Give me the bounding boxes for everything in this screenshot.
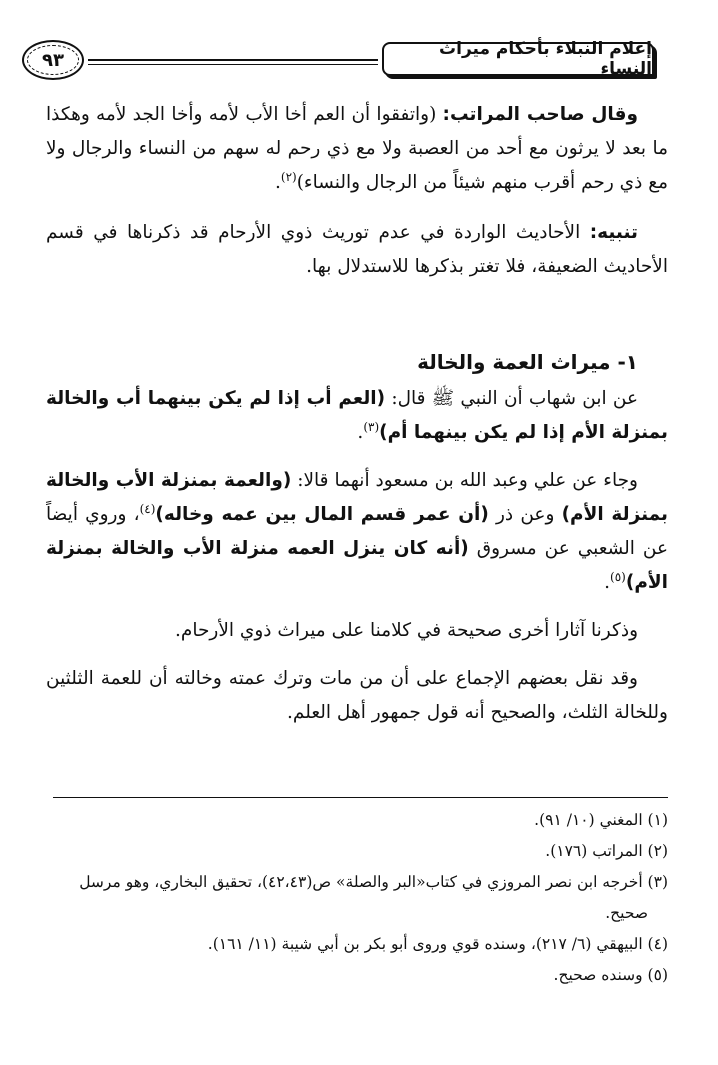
paragraph-4-text-a: وجاء عن علي وعبد الله بن مسعود أنهما قالا:	[291, 470, 638, 491]
footnote-ref-4: (٤)	[139, 501, 156, 516]
book-title: إعلام النبلاء بأحكام ميراث النساء	[382, 42, 654, 76]
running-header	[22, 38, 654, 86]
paragraph-4-end: .	[604, 572, 611, 593]
paragraph-1	[46, 98, 668, 200]
section-heading: ١- ميراث العمة والخالة	[417, 350, 638, 374]
paragraph-1-lead: وقال صاحب المراتب:	[442, 104, 638, 125]
paragraph-4-text-c: ، وروي أيضاً عن الشعبي عن مسروق	[46, 504, 668, 559]
paragraph-5: وذكرنا آثارا أخرى صحيحة في كلامنا على ميراث ذوي الأرحام.	[174, 620, 638, 641]
paragraph-1-end: .	[274, 172, 281, 193]
paragraph-4	[46, 464, 668, 600]
paragraph-2	[46, 216, 668, 284]
footnote-ref-5: (٥)	[610, 569, 626, 584]
footnotes	[50, 805, 668, 991]
quote-ali-ibn-masud: (والعمة بمنزلة الأب والخالة بمنزلة الأم)	[46, 470, 668, 525]
footnote-ref-3: (٣)	[363, 419, 380, 434]
paragraph-4-text-b: وعن ذر	[488, 504, 562, 525]
paragraph-2-text: الأحاديث الواردة في عدم توريث ذوي الأرحام قد ذكرناها في قسم الأحاديث الضعيفة، فلا تغتر بذكرها للاستدلال بها.	[46, 222, 668, 277]
quote-umar: (أن عمر قسم المال بين عمه وخاله)	[155, 504, 489, 525]
footnote-2: (٢) المراتب (١٧٦).	[545, 842, 668, 860]
footnote-3-continued: صحيح.	[605, 904, 648, 922]
footnote-ref-2: (٢)	[280, 169, 297, 184]
footnote-4: (٤) البيهقي (٦/ ٢١٧)، وسنده قوي وروى أبو بكر بن أبي شيبة (١١/ ١٦١).	[207, 935, 668, 953]
paragraph-3	[46, 382, 668, 450]
header-rule-thin	[88, 64, 378, 65]
paragraph-3-text: عن ابن شهاب أن النبي ﷺ قال:	[385, 388, 639, 409]
footnote-separator	[53, 797, 668, 798]
footnote-5: (٥) وسنده صحيح.	[553, 966, 668, 984]
hadith-quote: (العم أب إذا لم يكن بينهما أب والخالة بمنزلة الأم إذا لم يكن بينهما أم)	[46, 388, 668, 443]
footnote-1: (١) المغني (١٠/ ٩١).	[534, 811, 668, 829]
header-rule	[88, 59, 378, 61]
paragraph-6: وقد نقل بعضهم الإجماع على أن من مات وترك عمته وخالته أن للعمة الثلثين وللخالة الثلث، والصحيح أنه قول جمهور أهل العلم.	[46, 668, 668, 723]
paragraph-3-end: .	[357, 422, 364, 443]
paragraph-1-text: (واتفقوا أن العم أخا الأب لأمه وأخا الجد لأمه وهكذا ما بعد لا يرثون مع أحد من العصبة ولا مع ذي رحم له سهم من النساء والرجال ولا مع ذي رحم أقرب منهم شيئاً من الرجال والنساء)	[46, 104, 668, 193]
page-number: ٩٣	[22, 40, 84, 80]
quote-masruq: (أنه كان ينزل العمه منزلة الأب والخالة بمنزلة الأم)	[46, 538, 668, 593]
footnote-3: (٣) أخرجه ابن نصر المروزي في كتاب«البر والصلة» ص(٤٢،٤٣)، تحقيق البخاري، وهو مرسل	[79, 873, 668, 891]
main-text	[46, 98, 668, 730]
note-lead: تنبيه:	[589, 222, 638, 243]
